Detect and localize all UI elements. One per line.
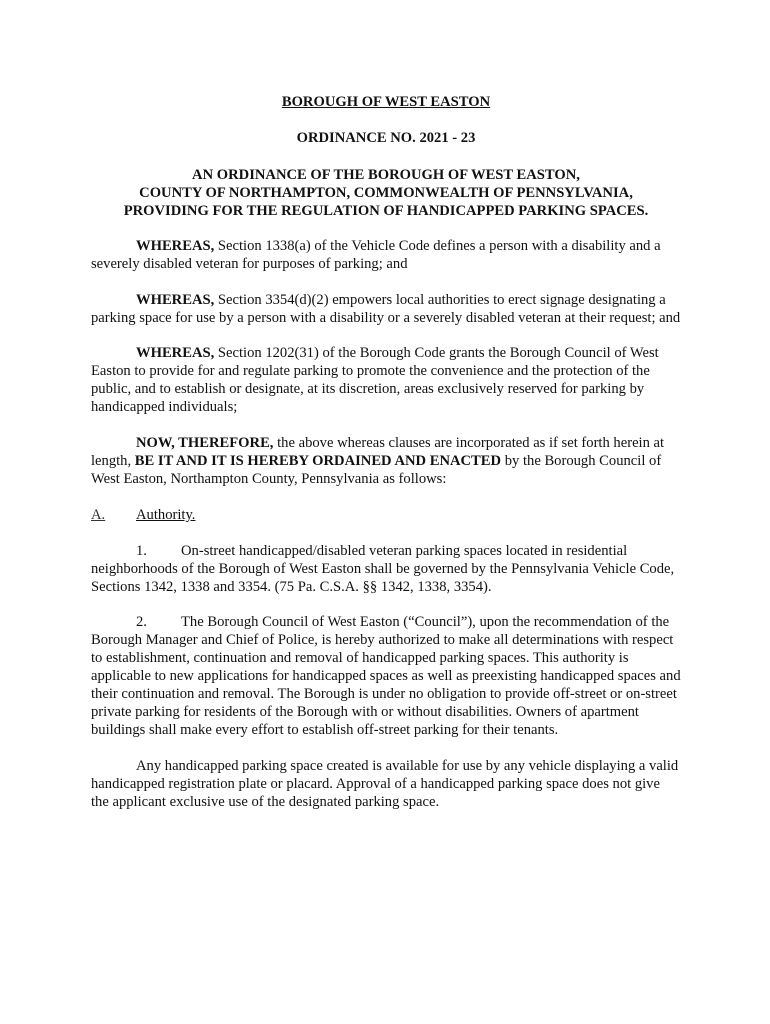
final-paragraph: Any handicapped parking space created is available for use by any vehicle displaying a valid handicapped registration plate or placard. Approval of a handicapped parking space does not give the applicant exclusive use of the designated parking space.: [91, 757, 679, 810]
document-page: [91, 94, 681, 811]
whereas-lead-3: WHEREAS,: [136, 345, 215, 362]
now-therefore-text-1: the above whereas clauses are incorporated as if set forth herein at length,: [91, 435, 665, 469]
heading-line-1: AN ORDINANCE OF THE BOROUGH OF WEST EASTON,: [192, 166, 580, 183]
item-1-number: 1.: [136, 542, 147, 559]
whereas-text-1: Section 1338(a) of the Vehicle Code defines a person with a disability and a severely disabled veteran for purposes of parking; and: [91, 237, 661, 272]
now-therefore-lead: NOW, THEREFORE,: [136, 435, 274, 452]
ordained-enacted: BE IT AND IT IS HEREBY ORDAINED AND ENACTED: [134, 452, 502, 469]
whereas-paragraph-2: [91, 292, 681, 328]
item-2-text: The Borough Council of West Easton (“Council”), upon the recommendation of the Borough Manager and Chief of Police, is hereby authorized to make all determinations with respect to establishment, continuation and removal of handicapped parking spaces. This authority is applicable to new applications for handicapped spaces as well as preexisting handicapped spaces and their continuation and removal. The Borough is under no obligation to provide off-street or on-street private parking for residents of the Borough with or without disabilities. Owners of apartment buildings shall make every effort to establish off-street parking for their tenants.: [91, 614, 681, 738]
item-1-paragraph: [91, 543, 681, 597]
ordinance-number: ORDINANCE NO. 2021 - 23: [296, 129, 476, 146]
item-2-paragraph: [91, 614, 681, 739]
section-a-letter: A.: [91, 506, 106, 523]
heading-line-2: COUNTY OF NORTHAMPTON, COMMONWEALTH OF PENNSYLVANIA,: [139, 184, 633, 201]
whereas-text-3: Section 1202(31) of the Borough Code grants the Borough Council of West Easton to provide for and regulate parking to promote the convenience and the protection of the public, and to establish or designate, at its discretion, areas exclusively reserved for parking by handicapped individuals;: [91, 345, 659, 416]
now-therefore-paragraph: [91, 435, 681, 489]
item-2-number: 2.: [136, 614, 147, 631]
section-a-name: Authority.: [136, 506, 196, 523]
whereas-paragraph-3: [91, 345, 681, 417]
heading-line-3: PROVIDING FOR THE REGULATION OF HANDICAPPED PARKING SPACES.: [123, 202, 649, 219]
ordinance-heading: [91, 166, 681, 220]
whereas-text-2: Section 3354(d)(2) empowers local authorities to erect signage designating a parking space for use by a person with a disability or a severely disabled veteran at their request; and: [91, 291, 681, 326]
item-1-text: On-street handicapped/disabled veteran parking spaces located in residential neighborhoods of the Borough of West Easton shall be governed by the Pennsylvania Vehicle Code, Sections 1342, 1338 and 3354. (75 Pa. C.S.A. §§ 1342, 1338, 3354).: [91, 542, 675, 595]
whereas-lead-1: WHEREAS,: [136, 237, 215, 254]
whereas-paragraph-1: [91, 238, 681, 274]
borough-title: BOROUGH OF WEST EASTON: [281, 94, 491, 110]
section-a-heading: [91, 507, 681, 525]
whereas-lead-2: WHEREAS,: [136, 291, 215, 308]
now-therefore-text-2: by the Borough Council of West Easton, Northampton County, Pennsylvania as follows:: [91, 452, 662, 487]
